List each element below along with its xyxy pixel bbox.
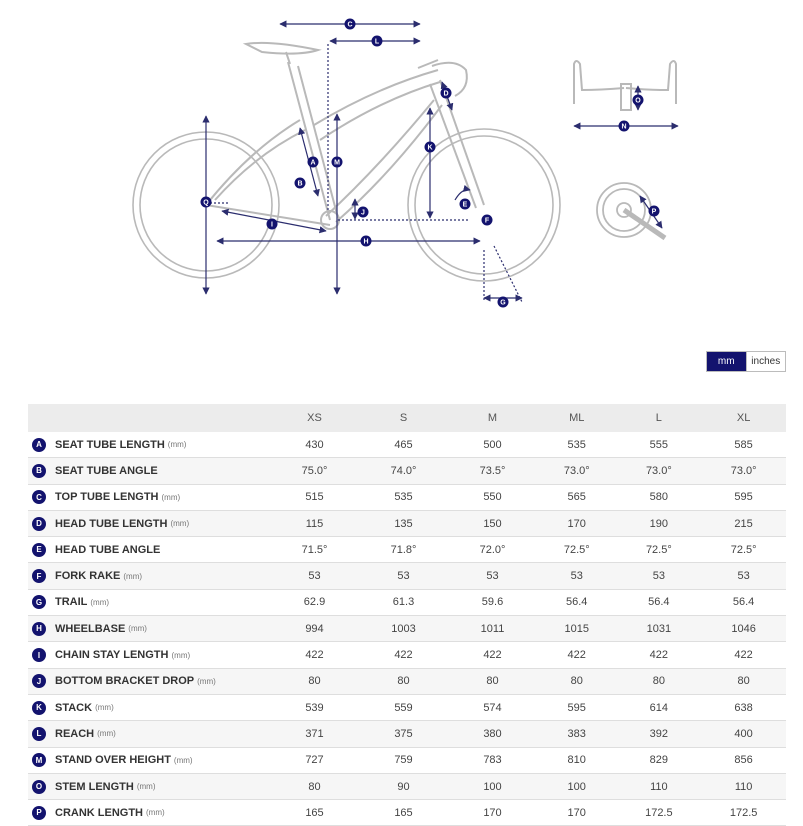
measurement-value: 53: [448, 563, 537, 589]
measurement-value: 72.5°: [701, 537, 786, 563]
measurement-value: 1046: [701, 616, 786, 642]
measurement-letter-badge: G: [32, 595, 46, 609]
measurement-unit: (mm): [90, 597, 110, 607]
measurement-name: BOTTOM BRACKET DROP: [55, 675, 195, 688]
measurement-unit: (mm): [170, 519, 190, 529]
table-row: [28, 458, 786, 484]
measurement-value: 75.0°: [270, 458, 359, 484]
measurement-value: 72.0°: [448, 537, 537, 563]
table-header-row: [28, 404, 786, 432]
table-row: [28, 510, 786, 536]
measurement-value: 56.4: [616, 589, 701, 615]
marker-n: [619, 121, 630, 132]
measurement-value: 380: [448, 721, 537, 747]
unit-mm-button[interactable]: mm: [707, 352, 746, 371]
size-header: XL: [701, 404, 786, 432]
measurement-value: 73.0°: [537, 458, 616, 484]
measurement-value: 535: [537, 432, 616, 458]
measurement-label-cell: [28, 616, 270, 642]
measurement-unit: (mm): [136, 782, 156, 791]
size-header: S: [359, 404, 448, 432]
measurement-value: 100: [537, 773, 616, 799]
measurement-label-cell: [28, 484, 270, 510]
measurement-value: 53: [537, 563, 616, 589]
marker-letter: Q: [203, 199, 209, 207]
measurement-letter-badge: A: [32, 438, 46, 452]
marker-j: [358, 207, 369, 218]
measurement-label-cell: [28, 510, 270, 536]
measurement-label-cell: [28, 800, 270, 826]
measurement-value: 53: [359, 563, 448, 589]
measurement-letter-badge: D: [32, 517, 46, 531]
table-row: [28, 747, 786, 773]
header-label-cell: [28, 404, 270, 432]
table-row: [28, 642, 786, 668]
measurement-name: STEM LENGTH: [55, 780, 134, 793]
measurement-letter-badge: L: [32, 727, 46, 741]
measurement-label-cell: [28, 563, 270, 589]
measurement-value: 515: [270, 484, 359, 510]
measurement-unit: (mm): [161, 492, 181, 502]
marker-b: [295, 178, 306, 189]
marker-letter: H: [363, 238, 369, 246]
measurement-value: 829: [616, 747, 701, 773]
measurement-value: 53: [701, 563, 786, 589]
measurement-label-cell: [28, 458, 270, 484]
marker-letter: J: [361, 209, 365, 217]
measurement-value: 810: [537, 747, 616, 773]
measurement-value: 400: [701, 721, 786, 747]
marker-letter: E: [462, 201, 468, 209]
measurement-unit: (mm): [173, 755, 193, 765]
measurement-value: 110: [701, 773, 786, 799]
measurement-value: 375: [359, 721, 448, 747]
marker-p: [649, 206, 660, 217]
measurement-value: 80: [537, 668, 616, 694]
measurement-value: 80: [359, 668, 448, 694]
measurement-letter-badge: P: [32, 806, 46, 820]
measurement-unit: (mm): [146, 808, 165, 818]
measurement-letter-badge: O: [32, 780, 46, 794]
measurement-name: STAND OVER HEIGHT: [55, 754, 171, 767]
measurement-value: 165: [270, 800, 359, 826]
measurement-value: 71.5°: [270, 537, 359, 563]
marker-letter: G: [500, 299, 506, 307]
measurement-letter-badge: I: [32, 648, 46, 662]
measurement-value: 500: [448, 432, 537, 458]
measurement-unit: (mm): [167, 440, 187, 450]
measurement-value: 215: [701, 510, 786, 536]
marker-a: [308, 157, 319, 168]
measurement-value: 856: [701, 747, 786, 773]
measurement-value: 422: [359, 642, 448, 668]
measurement-letter-badge: F: [32, 569, 46, 583]
measurement-unit: (mm): [97, 729, 116, 739]
marker-d: [441, 88, 452, 99]
unit-toggle: [706, 351, 786, 372]
measurement-value: 53: [270, 563, 359, 589]
marker-letter: A: [310, 159, 316, 167]
size-header: XS: [270, 404, 359, 432]
measurement-value: 100: [448, 773, 537, 799]
table-row: [28, 537, 786, 563]
marker-letter: K: [427, 144, 433, 152]
measurement-letter-badge: J: [32, 674, 46, 688]
table-row: [28, 668, 786, 694]
measurement-name: TOP TUBE LENGTH: [55, 491, 159, 504]
marker-letter: L: [374, 38, 380, 46]
marker-g: [498, 297, 509, 308]
measurement-value: 465: [359, 432, 448, 458]
measurement-value: 580: [616, 484, 701, 510]
measurement-value: 727: [270, 747, 359, 773]
measurement-value: 1031: [616, 616, 701, 642]
table-row: [28, 773, 786, 799]
measurement-value: 559: [359, 694, 448, 720]
measurement-label-cell: [28, 432, 270, 458]
handlebar-view: [574, 61, 676, 110]
measurement-value: 190: [616, 510, 701, 536]
marker-f: [482, 215, 493, 226]
measurement-letter-badge: B: [32, 464, 46, 478]
table-row: [28, 616, 786, 642]
measurement-value: 555: [616, 432, 701, 458]
measurement-name: CHAIN STAY LENGTH: [55, 649, 169, 662]
marker-letter: P: [651, 208, 657, 216]
measurement-value: 165: [359, 800, 448, 826]
measurement-value: 72.5°: [616, 537, 701, 563]
measurement-value: 90: [359, 773, 448, 799]
marker-c: [345, 19, 356, 30]
table-row: [28, 589, 786, 615]
measurement-name: HEAD TUBE LENGTH: [55, 517, 168, 530]
measurement-unit: (mm): [95, 703, 114, 713]
marker-letter: B: [297, 180, 303, 188]
measurement-value: 73.0°: [616, 458, 701, 484]
measurement-letter-badge: K: [32, 701, 46, 715]
measurement-value: 80: [270, 773, 359, 799]
unit-inches-button[interactable]: inches: [746, 352, 786, 371]
marker-letter: D: [443, 90, 449, 98]
marker-h: [361, 236, 372, 247]
measurement-value: 80: [270, 668, 359, 694]
marker-e: [460, 199, 471, 210]
measurement-value: 585: [701, 432, 786, 458]
table-row: [28, 432, 786, 458]
measurement-value: 80: [448, 668, 537, 694]
measurement-letter-badge: M: [32, 753, 46, 767]
measurement-value: 430: [270, 432, 359, 458]
table-row: [28, 694, 786, 720]
measurement-name: TRAIL: [55, 596, 88, 609]
measurement-value: 74.0°: [359, 458, 448, 484]
measurement-unit: (mm): [197, 676, 216, 686]
measurement-value: 59.6: [448, 589, 537, 615]
measurement-value: 53: [616, 563, 701, 589]
table-row: [28, 800, 786, 826]
measurement-value: 994: [270, 616, 359, 642]
measurement-label-cell: [28, 694, 270, 720]
measurement-value: 383: [537, 721, 616, 747]
measurement-label-cell: [28, 721, 270, 747]
marker-m: [332, 157, 343, 168]
measurement-unit: (mm): [123, 571, 143, 581]
measurement-name: SEAT TUBE LENGTH: [55, 438, 165, 451]
measurement-value: 422: [616, 642, 701, 668]
measurement-value: 80: [616, 668, 701, 694]
measurement-unit: (mm): [171, 650, 191, 660]
measurement-letter-badge: C: [32, 490, 46, 504]
measurement-unit: (mm): [128, 624, 147, 634]
measurement-value: 392: [616, 721, 701, 747]
measurement-label-cell: [28, 668, 270, 694]
measurement-name: FORK RAKE: [55, 570, 121, 583]
measurement-value: 783: [448, 747, 537, 773]
table-row: [28, 721, 786, 747]
size-header: L: [616, 404, 701, 432]
marker-k: [425, 142, 436, 153]
table-row: [28, 484, 786, 510]
measurement-value: 80: [701, 668, 786, 694]
measurement-value: 614: [616, 694, 701, 720]
measurement-value: 595: [701, 484, 786, 510]
measurement-label-cell: [28, 773, 270, 799]
marker-l: [372, 36, 383, 47]
measurement-value: 565: [537, 484, 616, 510]
measurement-value: 170: [448, 800, 537, 826]
measurement-value: 110: [616, 773, 701, 799]
measurement-value: 1015: [537, 616, 616, 642]
measurement-value: 170: [537, 510, 616, 536]
measurement-letter-badge: E: [32, 543, 46, 557]
measurement-value: 62.9: [270, 589, 359, 615]
measurement-value: 422: [448, 642, 537, 668]
saddle: [246, 43, 318, 64]
measurement-value: 539: [270, 694, 359, 720]
measurement-name: REACH: [55, 727, 95, 740]
measurement-value: 422: [537, 642, 616, 668]
bike-geometry-diagram: [0, 0, 803, 330]
measurement-value: 371: [270, 721, 359, 747]
marker-letter: F: [484, 217, 490, 225]
measurement-value: 135: [359, 510, 448, 536]
measurement-name: HEAD TUBE ANGLE: [55, 543, 161, 556]
measurement-label-cell: [28, 589, 270, 615]
measurement-value: 550: [448, 484, 537, 510]
marker-letter: I: [271, 221, 273, 229]
measurement-label-cell: [28, 747, 270, 773]
measurement-name: CRANK LENGTH: [55, 806, 143, 819]
marker-i: [267, 219, 278, 230]
measurement-value: 71.8°: [359, 537, 448, 563]
measurement-value: 73.0°: [701, 458, 786, 484]
measurement-value: 61.3: [359, 589, 448, 615]
measurement-value: 172.5: [701, 800, 786, 826]
marker-q: [201, 197, 212, 208]
geometry-table: [28, 404, 786, 826]
size-header: M: [448, 404, 537, 432]
measurement-value: 1003: [359, 616, 448, 642]
measurement-value: 56.4: [701, 589, 786, 615]
measurement-value: 170: [537, 800, 616, 826]
marker-letter: O: [635, 97, 641, 105]
measurement-value: 535: [359, 484, 448, 510]
marker-o: [633, 95, 644, 106]
size-header: ML: [537, 404, 616, 432]
measurement-value: 595: [537, 694, 616, 720]
measurement-value: 1011: [448, 616, 537, 642]
measurement-name: STACK: [55, 701, 93, 714]
measurement-label-cell: [28, 537, 270, 563]
measurement-value: 574: [448, 694, 537, 720]
measurement-value: 759: [359, 747, 448, 773]
measurement-label-cell: [28, 642, 270, 668]
measurement-name: WHEELBASE: [55, 622, 126, 635]
measurement-value: 56.4: [537, 589, 616, 615]
measurement-letter-badge: H: [32, 622, 46, 636]
measurement-value: 73.5°: [448, 458, 537, 484]
measurement-value: 150: [448, 510, 537, 536]
measurement-value: 638: [701, 694, 786, 720]
measurement-value: 172.5: [616, 800, 701, 826]
measurement-value: 115: [270, 510, 359, 536]
marker-letter: N: [621, 123, 627, 131]
measurement-value: 72.5°: [537, 537, 616, 563]
measurement-name: SEAT TUBE ANGLE: [55, 464, 158, 477]
measurement-value: 422: [270, 642, 359, 668]
measurement-value: 422: [701, 642, 786, 668]
table-row: [28, 563, 786, 589]
marker-letter: C: [347, 21, 353, 29]
marker-letter: M: [334, 159, 340, 167]
